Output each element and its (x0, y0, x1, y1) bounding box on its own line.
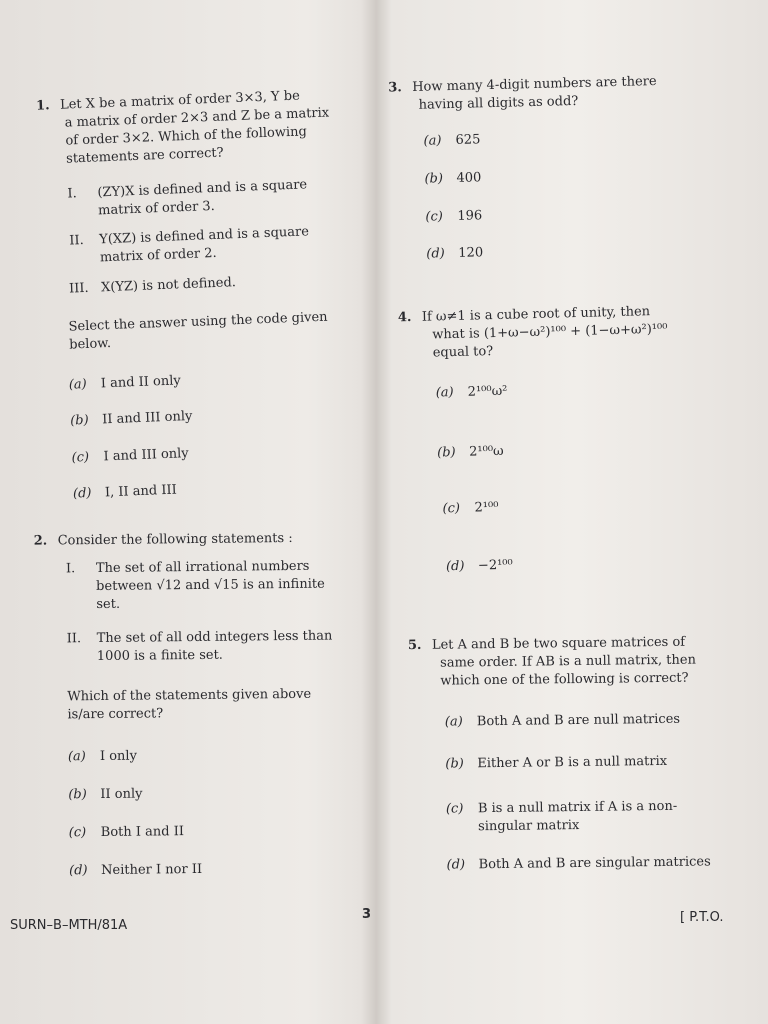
q2-option-b-text: II only (100, 786, 143, 802)
q2-stmt-1-line-1: The set of all irrational numbers (95, 558, 310, 577)
q4-option-c-text: 2¹⁰⁰ (474, 499, 499, 516)
q2-option-c-text: Both I and II (100, 824, 185, 840)
q5-option-d-label: (d) (446, 857, 466, 873)
q2-option-d-label: (d) (69, 863, 88, 879)
q1-line-1: Let X be a matrix of order 3×3, Y be (59, 88, 301, 113)
q1-line-3: of order 3×2. Which of the following (65, 124, 308, 149)
q4-option-d-label: (d) (445, 558, 465, 575)
q1-option-d-label: (d) (72, 485, 92, 502)
q1-option-a-text: I and II only (100, 373, 181, 392)
q5-option-c-line-1: B is a null matrix if A is a non- (477, 798, 678, 817)
q4-line-1: If ω≠1 is a cube root of unity, then (421, 304, 651, 325)
page-number: 3 (362, 907, 372, 922)
q2-stmt-2-label: II. (66, 631, 82, 647)
paper-code: SURN–B–MTH/81A (10, 918, 128, 933)
q5-option-c-line-2: singular matrix (478, 817, 580, 835)
q1-option-d-text: I, II and III (104, 482, 178, 501)
q1-stmt-3-label: III. (68, 280, 89, 297)
q1-stmt-2-label: II. (69, 232, 84, 249)
q4-option-c-label: (c) (442, 500, 461, 517)
q3-option-b-label: (b) (424, 171, 444, 187)
q3-option-c-label: (c) (425, 209, 444, 225)
q2-stmt-1-line-3: set. (96, 596, 121, 613)
q3-option-a-label: (a) (423, 133, 442, 149)
q2-stmt-2-line-2: 1000 is a finite set. (96, 647, 223, 665)
q5-number: 5. (407, 637, 422, 654)
q3-number: 3. (388, 80, 403, 96)
q1-option-b-label: (b) (69, 412, 89, 429)
q1-stmt-1-line-1: (ZY)X is defined and is a square (97, 177, 308, 201)
q2-option-d-text: Neither I nor II (101, 861, 203, 878)
q5-option-d-text: Both A and B are singular matrices (478, 854, 711, 873)
q2-code-line-2: is/are correct? (67, 706, 164, 723)
q4-option-b-text: 2¹⁰⁰ω (469, 443, 504, 460)
q1-option-a-label: (a) (68, 376, 88, 393)
q4-line-3: equal to? (432, 344, 494, 361)
q2-stmt-2-line-1: The set of all odd integers less than (96, 628, 333, 647)
q1-stmt-1-label: I. (67, 186, 78, 202)
q1-code-line-1: Select the answer using the code given (68, 309, 328, 335)
q1-option-b-text: II and III only (101, 408, 193, 428)
q3-option-d-text: 120 (458, 245, 484, 261)
q3-option-c-text: 196 (457, 208, 483, 224)
q3-option-b-text: 400 (456, 170, 482, 186)
q5-option-c-label: (c) (445, 801, 464, 817)
q2-option-b-label: (b) (68, 787, 87, 803)
q1-line-4: statements are correct? (65, 145, 224, 167)
q2-line-1: Consider the following statements : (57, 530, 293, 549)
q3-line-2: having all digits as odd? (418, 93, 579, 113)
q1-option-c-text: I and III only (103, 446, 189, 465)
q2-stmt-1-label: I. (65, 561, 76, 577)
q4-number: 4. (397, 310, 412, 326)
q2-stmt-1-line-2: between √12 and √15 is an infinite (96, 576, 325, 595)
q2-option-a-text: I only (99, 748, 137, 764)
q2-option-c-label: (c) (68, 825, 87, 841)
q3-line-1: How many 4-digit numbers are there (412, 73, 657, 95)
q5-line-3: which one of the following is correct? (440, 670, 689, 689)
q1-number: 1. (35, 98, 50, 114)
q5-option-b-label: (b) (445, 756, 464, 772)
q5-line-1: Let A and B be two square matrices of (431, 634, 686, 653)
q5-option-b-text: Either A or B is a null matrix (477, 753, 668, 772)
q4-option-d-text: −2¹⁰⁰ (477, 557, 513, 574)
q4-option-b-label: (b) (437, 445, 456, 461)
q1-stmt-3-line-1: X(YZ) is not defined. (100, 275, 237, 296)
q1-code-line-2: below. (69, 335, 112, 353)
q4-line-2: what is (1+ω−ω²)¹⁰⁰ + (1−ω+ω²)¹⁰⁰ (432, 321, 668, 343)
q1-line-2: a matrix of order 2×3 and Z be a matrix (64, 105, 330, 131)
q4-option-a-text: 2¹⁰⁰ω² (467, 383, 508, 400)
q2-number: 2. (33, 533, 48, 549)
q5-option-a-label: (a) (444, 714, 463, 730)
q4-option-a-label: (a) (435, 385, 454, 401)
q3-option-d-label: (d) (426, 246, 445, 262)
q1-stmt-2-line-2: matrix of order 2. (99, 245, 217, 266)
q5-line-2: same order. If AB is a null matrix, then (440, 652, 697, 671)
q5-option-a-text: Both A and B are null matrices (476, 711, 681, 730)
q1-option-c-label: (c) (71, 449, 90, 466)
q3-option-a-text: 625 (455, 132, 481, 148)
q2-code-line-1: Which of the statements given above (67, 686, 312, 705)
q2-option-a-label: (a) (67, 749, 86, 765)
q1-stmt-2-line-1: Y(XZ) is defined and is a square (98, 224, 310, 248)
pto-label: [ P.T.O. (680, 910, 724, 925)
q1-stmt-1-line-2: matrix of order 3. (97, 198, 216, 219)
